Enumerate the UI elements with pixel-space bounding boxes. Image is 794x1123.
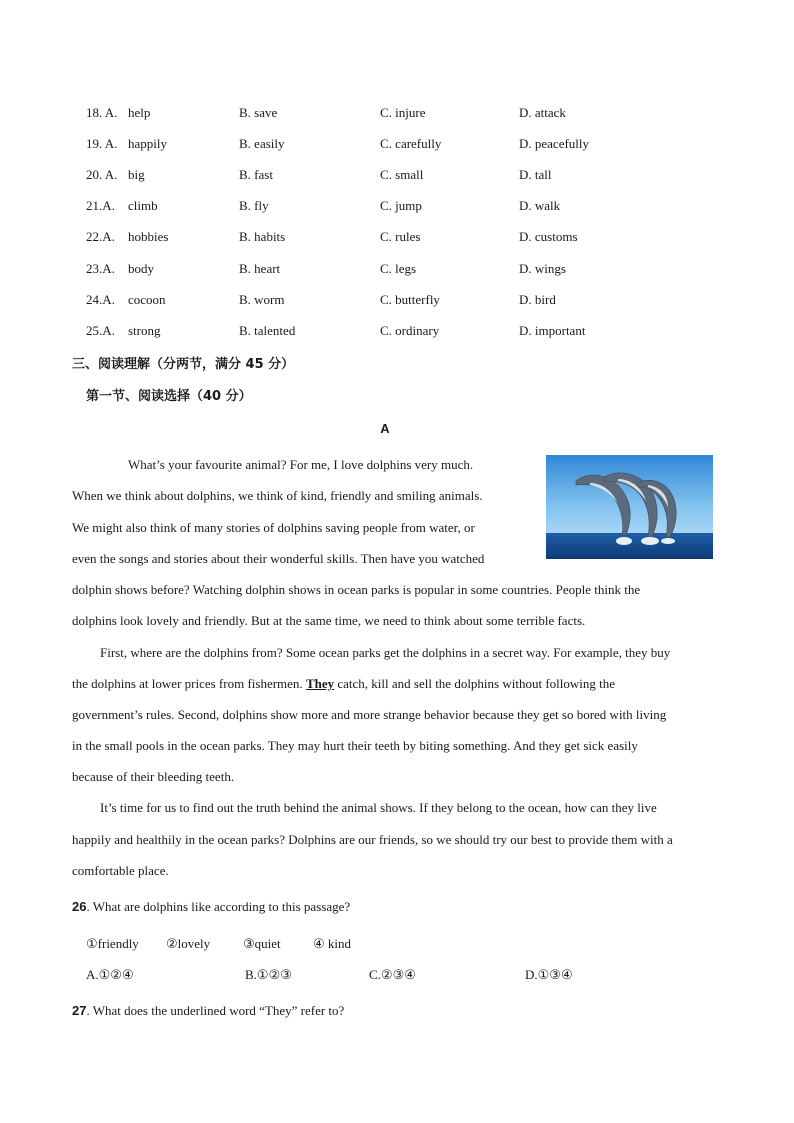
question-number: 24.A. — [86, 292, 115, 307]
option-a: big — [128, 167, 145, 182]
passage-line-8-start: the dolphins at lower prices from fishermen. — [72, 676, 306, 691]
answer-option-d: D.①③④ — [525, 967, 573, 982]
option-row-18 — [86, 105, 726, 125]
passage-line-5: dolphin shows before? Watching dolphin shows in ocean parks is popular in some countries. People think the — [72, 582, 641, 597]
option-b: B. easily — [239, 136, 285, 151]
item-choice: ①friendly — [86, 936, 139, 951]
option-row-24 — [86, 292, 726, 312]
option-d: D. customs — [519, 229, 578, 244]
passage-line-12: It’s time for us to find out the truth behind the animal shows. If they belong to the ocean, how can they live — [100, 800, 657, 815]
option-b: B. save — [239, 105, 278, 120]
passage-line-4: even the songs and stories about their wonderful skills. Then have you watched — [72, 551, 485, 566]
item-choice: ②lovely — [166, 936, 211, 951]
passage-line-10: in the small pools in the ocean parks. They may hurt their teeth by biting something. And they get sick easily — [72, 738, 638, 753]
option-a: body — [128, 261, 154, 276]
passage-line-8 — [72, 676, 615, 692]
option-d: D. walk — [519, 198, 561, 213]
question-number: 19. A. — [86, 136, 118, 151]
option-c: C. injure — [380, 105, 426, 120]
answer-option-c: C.②③④ — [369, 967, 416, 982]
option-row-22 — [86, 229, 726, 249]
question-26 — [72, 899, 350, 915]
option-a: strong — [128, 323, 161, 338]
option-a: climb — [128, 198, 158, 213]
option-d: D. tall — [519, 167, 552, 182]
option-c: C. legs — [380, 261, 417, 276]
section-subtitle: 第一节、阅读选择（40 分） — [86, 389, 252, 404]
option-row-20 — [86, 167, 726, 187]
option-b: B. heart — [239, 261, 281, 276]
option-c: C. carefully — [380, 136, 442, 151]
option-row-21 — [86, 198, 726, 218]
option-row-23 — [86, 261, 726, 281]
passage-line-9: government’s rules. Second, dolphins show more and more strange behavior because they get so bored with living — [72, 707, 667, 722]
option-c: C. ordinary — [380, 323, 440, 338]
passage-line-7: First, where are the dolphins from? Some ocean parks get the dolphins in a secret way. For example, they buy — [100, 645, 671, 660]
question-27 — [72, 1003, 344, 1019]
option-d: D. wings — [519, 261, 566, 276]
option-a: help — [128, 105, 151, 120]
option-a: hobbies — [128, 229, 169, 244]
question-number: 25.A. — [86, 323, 115, 338]
answer-option-b: B.①②③ — [245, 967, 292, 982]
option-row-25 — [86, 323, 726, 343]
option-d: D. important — [519, 323, 586, 338]
option-a: happily — [128, 136, 167, 151]
question-number: 18. A. — [86, 105, 118, 120]
question-number: 20. A. — [86, 167, 118, 182]
option-row-19 — [86, 136, 726, 156]
question-26-number: 26 — [72, 899, 87, 914]
passage-line-1: What’s your favourite animal? For me, I love dolphins very much. — [128, 457, 474, 472]
dolphin-photo — [546, 455, 713, 559]
option-b: B. worm — [239, 292, 285, 307]
underlined-word-they: They — [305, 676, 335, 691]
option-a: cocoon — [128, 292, 166, 307]
passage-line-11: because of their bleeding teeth. — [72, 769, 235, 784]
option-c: C. rules — [380, 229, 421, 244]
question-number: 22.A. — [86, 229, 115, 244]
passage-line-2: When we think about dolphins, we think of kind, friendly and smiling animals. — [72, 488, 483, 503]
option-c: C. jump — [380, 198, 422, 213]
item-choice: ③quiet — [243, 936, 281, 951]
question-number: 23.A. — [86, 261, 115, 276]
question-number: 21.A. — [86, 198, 115, 213]
passage-line-6: dolphins look lovely and friendly. But at the same time, we need to think about some terrible facts. — [72, 613, 586, 628]
passage-line-14: comfortable place. — [72, 863, 169, 878]
item-choice: ④ kind — [313, 936, 352, 951]
option-b: B. habits — [239, 229, 286, 244]
option-b: B. fly — [239, 198, 269, 213]
question-26-text: . What are dolphins like according to this passage? — [86, 899, 351, 914]
question-27-text: . What does the underlined word “They” refer to? — [86, 1003, 345, 1018]
passage-line-13: happily and healthily in the ocean parks? Dolphins are our friends, so we should try our best to provide them with a — [72, 832, 673, 847]
option-c: C. butterfly — [380, 292, 440, 307]
option-c: C. small — [380, 167, 424, 182]
option-d: D. bird — [519, 292, 556, 307]
option-b: B. talented — [239, 323, 296, 338]
passage-label: A — [380, 421, 390, 436]
option-d: D. attack — [519, 105, 566, 120]
answer-option-a: A.①②④ — [86, 967, 134, 982]
section-title: 三、阅读理解（分两节，满分 45 分） — [72, 357, 295, 372]
passage-line-8-end: catch, kill and sell the dolphins without following the — [334, 676, 616, 691]
passage-line-3: We might also think of many stories of dolphins saving people from water, or — [72, 520, 475, 535]
option-b: B. fast — [239, 167, 273, 182]
option-d: D. peacefully — [519, 136, 590, 151]
question-27-number: 27 — [72, 1003, 87, 1018]
